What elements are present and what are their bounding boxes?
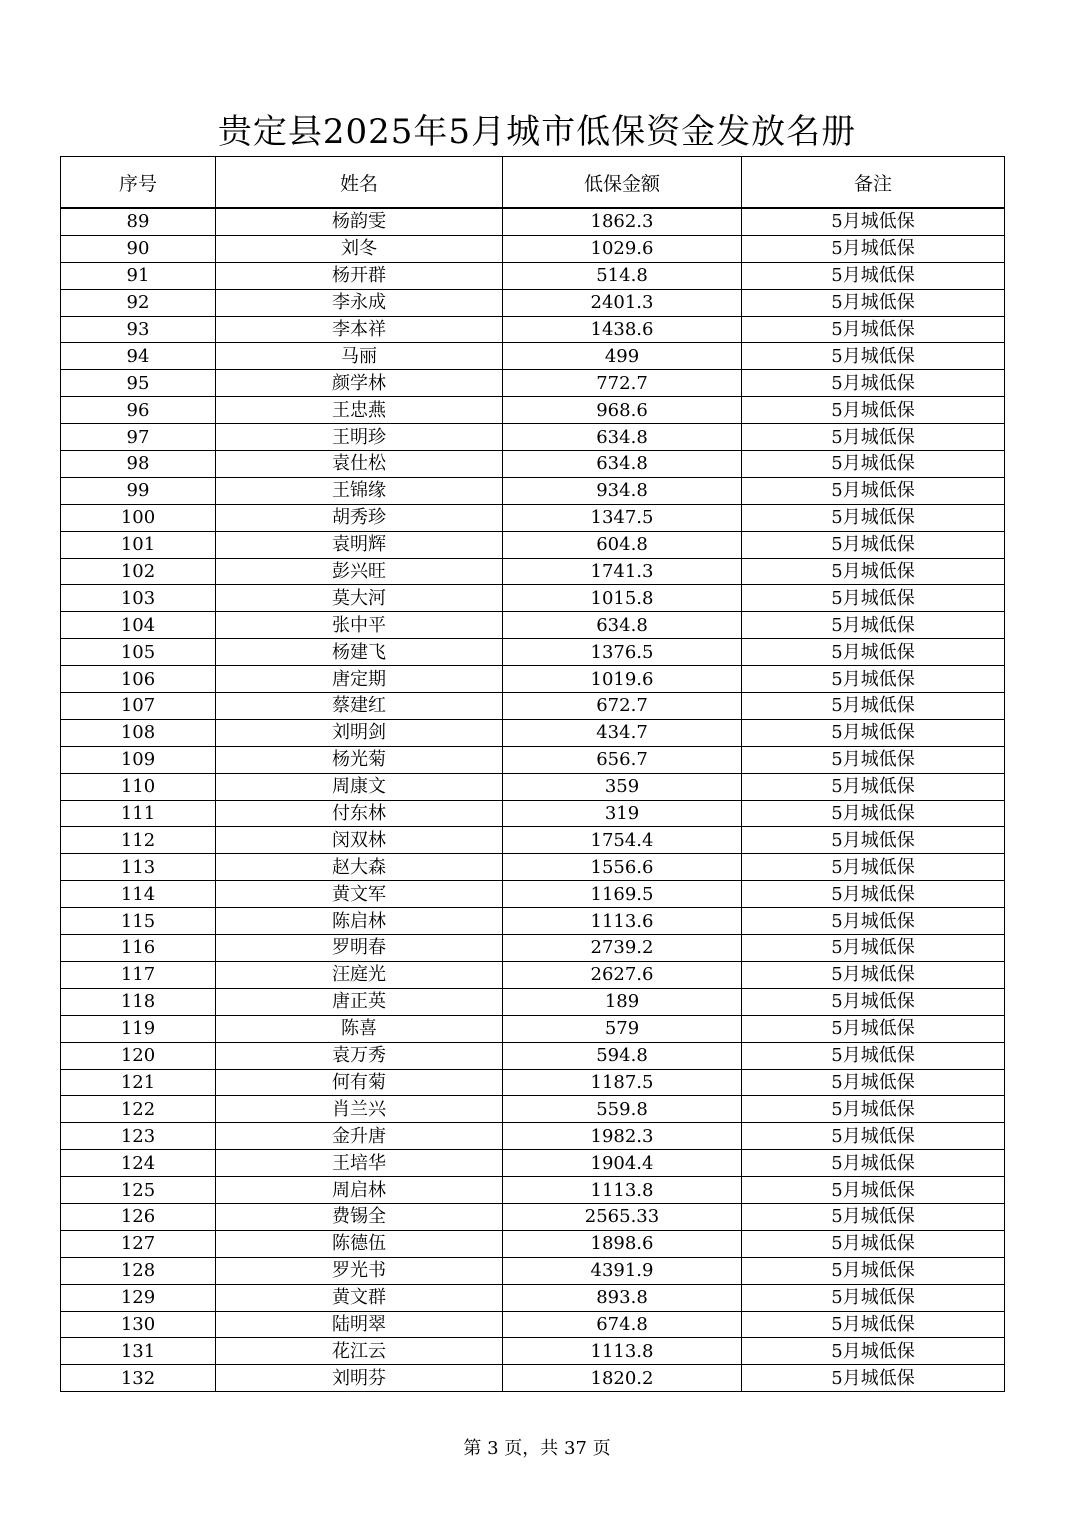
cell-amount: 1169.5 [503,881,742,908]
table-row [61,612,1005,639]
cell-name: 杨光菊 [216,746,503,773]
table-row [61,1338,1005,1365]
page-footer: 第 3 页，共 37 页 [463,1438,611,1459]
cell-seq: 107 [61,693,216,720]
table-row [61,289,1005,316]
table-row [61,208,1005,235]
cell-seq: 122 [61,1096,216,1123]
table-row [61,397,1005,424]
cell-amount: 559.8 [503,1096,742,1123]
table-row [61,1230,1005,1257]
cell-note: 5月城低保 [742,451,1005,478]
cell-name: 陆明翠 [216,1311,503,1338]
cell-amount: 579 [503,1015,742,1042]
cell-amount: 434.7 [503,719,742,746]
cell-name: 王培华 [216,1150,503,1177]
cell-amount: 672.7 [503,693,742,720]
cell-name: 罗光书 [216,1257,503,1284]
cell-seq: 106 [61,666,216,693]
cell-name: 彭兴旺 [216,558,503,585]
cell-seq: 117 [61,961,216,988]
cell-note: 5月城低保 [742,1069,1005,1096]
cell-amount: 893.8 [503,1284,742,1311]
cell-amount: 1376.5 [503,639,742,666]
cell-name: 罗明春 [216,935,503,962]
table-row [61,424,1005,451]
cell-note: 5月城低保 [742,235,1005,262]
table-row [61,881,1005,908]
cell-name: 蔡建红 [216,693,503,720]
header-note: 备注 [742,157,1005,209]
header-seq: 序号 [61,157,216,209]
table-row [61,558,1005,585]
cell-seq: 103 [61,585,216,612]
cell-seq: 99 [61,477,216,504]
cell-note: 5月城低保 [742,1338,1005,1365]
cell-note: 5月城低保 [742,1177,1005,1204]
table-row [61,477,1005,504]
table-row [61,1177,1005,1204]
cell-seq: 123 [61,1123,216,1150]
table-row [61,746,1005,773]
cell-note: 5月城低保 [742,289,1005,316]
cell-note: 5月城低保 [742,908,1005,935]
table-row [61,800,1005,827]
table-row [61,1365,1005,1392]
cell-amount: 1741.3 [503,558,742,585]
roster-table [60,156,1005,1392]
table-row [61,1150,1005,1177]
cell-amount: 1019.6 [503,666,742,693]
cell-amount: 1113.8 [503,1177,742,1204]
cell-amount: 1113.6 [503,908,742,935]
cell-note: 5月城低保 [742,1257,1005,1284]
cell-amount: 1029.6 [503,235,742,262]
cell-name: 刘明剑 [216,719,503,746]
table-row [61,1015,1005,1042]
table-row [61,854,1005,881]
table-row [61,451,1005,478]
table-header-row [61,157,1005,209]
cell-note: 5月城低保 [742,693,1005,720]
table-row [61,262,1005,289]
cell-name: 杨韵雯 [216,208,503,235]
cell-seq: 100 [61,504,216,531]
cell-amount: 1898.6 [503,1230,742,1257]
cell-note: 5月城低保 [742,881,1005,908]
cell-seq: 105 [61,639,216,666]
cell-seq: 110 [61,773,216,800]
cell-seq: 94 [61,343,216,370]
cell-name: 马丽 [216,343,503,370]
table-row [61,343,1005,370]
cell-amount: 674.8 [503,1311,742,1338]
cell-amount: 634.8 [503,612,742,639]
cell-note: 5月城低保 [742,854,1005,881]
table-row [61,1203,1005,1230]
cell-note: 5月城低保 [742,612,1005,639]
cell-name: 花江云 [216,1338,503,1365]
cell-note: 5月城低保 [742,719,1005,746]
cell-seq: 119 [61,1015,216,1042]
cell-note: 5月城低保 [742,477,1005,504]
cell-name: 唐正英 [216,988,503,1015]
cell-amount: 594.8 [503,1042,742,1069]
cell-name: 周启林 [216,1177,503,1204]
cell-amount: 1113.8 [503,1338,742,1365]
page-title: 贵定县2025年5月城市低保资金发放名册 [217,112,857,152]
cell-seq: 92 [61,289,216,316]
table-row [61,988,1005,1015]
cell-note: 5月城低保 [742,961,1005,988]
cell-name: 杨开群 [216,262,503,289]
cell-note: 5月城低保 [742,424,1005,451]
table-row [61,666,1005,693]
cell-name: 赵大森 [216,854,503,881]
cell-seq: 114 [61,881,216,908]
table-row [61,585,1005,612]
cell-seq: 93 [61,316,216,343]
cell-note: 5月城低保 [742,666,1005,693]
cell-name: 李永成 [216,289,503,316]
cell-seq: 132 [61,1365,216,1392]
cell-seq: 102 [61,558,216,585]
cell-amount: 1556.6 [503,854,742,881]
table-row [61,639,1005,666]
cell-seq: 104 [61,612,216,639]
cell-amount: 499 [503,343,742,370]
cell-seq: 128 [61,1257,216,1284]
cell-note: 5月城低保 [742,827,1005,854]
cell-seq: 124 [61,1150,216,1177]
cell-name: 付东林 [216,800,503,827]
cell-seq: 120 [61,1042,216,1069]
cell-amount: 634.8 [503,451,742,478]
cell-amount: 1982.3 [503,1123,742,1150]
cell-note: 5月城低保 [742,1284,1005,1311]
cell-name: 杨建飞 [216,639,503,666]
cell-note: 5月城低保 [742,1365,1005,1392]
cell-seq: 112 [61,827,216,854]
table-row [61,719,1005,746]
cell-amount: 319 [503,800,742,827]
table-row [61,504,1005,531]
cell-amount: 2627.6 [503,961,742,988]
cell-seq: 118 [61,988,216,1015]
cell-seq: 95 [61,370,216,397]
table-body [61,208,1005,1392]
cell-note: 5月城低保 [742,988,1005,1015]
cell-note: 5月城低保 [742,262,1005,289]
cell-amount: 4391.9 [503,1257,742,1284]
cell-seq: 90 [61,235,216,262]
cell-note: 5月城低保 [742,1230,1005,1257]
cell-amount: 1187.5 [503,1069,742,1096]
cell-name: 唐定期 [216,666,503,693]
cell-seq: 125 [61,1177,216,1204]
cell-seq: 96 [61,397,216,424]
table-row [61,935,1005,962]
table-row [61,1069,1005,1096]
cell-amount: 2401.3 [503,289,742,316]
cell-name: 袁明辉 [216,531,503,558]
table-row [61,1096,1005,1123]
cell-name: 周康文 [216,773,503,800]
cell-note: 5月城低保 [742,397,1005,424]
cell-name: 王锦缘 [216,477,503,504]
table-row [61,531,1005,558]
table-row [61,1257,1005,1284]
table-row [61,1123,1005,1150]
cell-name: 黄文群 [216,1284,503,1311]
cell-note: 5月城低保 [742,746,1005,773]
cell-amount: 1347.5 [503,504,742,531]
header-amount: 低保金额 [503,157,742,209]
cell-amount: 634.8 [503,424,742,451]
cell-amount: 359 [503,773,742,800]
cell-seq: 97 [61,424,216,451]
header-name: 姓名 [216,157,503,209]
cell-amount: 514.8 [503,262,742,289]
table-row [61,1042,1005,1069]
cell-note: 5月城低保 [742,1123,1005,1150]
cell-name: 黄文军 [216,881,503,908]
cell-name: 金升唐 [216,1123,503,1150]
cell-note: 5月城低保 [742,208,1005,235]
cell-note: 5月城低保 [742,1096,1005,1123]
cell-seq: 109 [61,746,216,773]
cell-seq: 113 [61,854,216,881]
cell-seq: 98 [61,451,216,478]
cell-note: 5月城低保 [742,343,1005,370]
cell-seq: 127 [61,1230,216,1257]
cell-note: 5月城低保 [742,1150,1005,1177]
cell-name: 刘明芬 [216,1365,503,1392]
cell-seq: 111 [61,800,216,827]
cell-amount: 656.7 [503,746,742,773]
cell-name: 刘冬 [216,235,503,262]
table-row [61,316,1005,343]
cell-amount: 1438.6 [503,316,742,343]
cell-seq: 108 [61,719,216,746]
cell-note: 5月城低保 [742,504,1005,531]
cell-seq: 116 [61,935,216,962]
cell-seq: 121 [61,1069,216,1096]
cell-amount: 1904.4 [503,1150,742,1177]
cell-seq: 115 [61,908,216,935]
cell-amount: 1754.4 [503,827,742,854]
cell-name: 张中平 [216,612,503,639]
cell-note: 5月城低保 [742,531,1005,558]
cell-seq: 131 [61,1338,216,1365]
cell-note: 5月城低保 [742,1015,1005,1042]
cell-name: 费锡全 [216,1203,503,1230]
cell-name: 闵双林 [216,827,503,854]
cell-amount: 1862.3 [503,208,742,235]
cell-note: 5月城低保 [742,639,1005,666]
cell-name: 汪庭光 [216,961,503,988]
table-row [61,370,1005,397]
cell-note: 5月城低保 [742,1042,1005,1069]
cell-seq: 129 [61,1284,216,1311]
cell-name: 颜学林 [216,370,503,397]
cell-note: 5月城低保 [742,935,1005,962]
cell-name: 袁万秀 [216,1042,503,1069]
cell-name: 王忠燕 [216,397,503,424]
cell-note: 5月城低保 [742,800,1005,827]
cell-amount: 968.6 [503,397,742,424]
cell-name: 李本祥 [216,316,503,343]
cell-name: 何有菊 [216,1069,503,1096]
table-row [61,908,1005,935]
cell-amount: 189 [503,988,742,1015]
cell-amount: 772.7 [503,370,742,397]
cell-note: 5月城低保 [742,316,1005,343]
cell-amount: 604.8 [503,531,742,558]
table-row [61,693,1005,720]
cell-note: 5月城低保 [742,1311,1005,1338]
cell-note: 5月城低保 [742,1203,1005,1230]
table-row [61,773,1005,800]
cell-name: 陈喜 [216,1015,503,1042]
cell-name: 陈启林 [216,908,503,935]
cell-amount: 1015.8 [503,585,742,612]
cell-seq: 91 [61,262,216,289]
cell-amount: 2739.2 [503,935,742,962]
cell-note: 5月城低保 [742,558,1005,585]
cell-name: 胡秀珍 [216,504,503,531]
cell-name: 袁仕松 [216,451,503,478]
cell-seq: 101 [61,531,216,558]
table-row [61,1311,1005,1338]
table-row [61,235,1005,262]
cell-seq: 126 [61,1203,216,1230]
cell-name: 陈德伍 [216,1230,503,1257]
cell-amount: 1820.2 [503,1365,742,1392]
cell-name: 莫大河 [216,585,503,612]
cell-note: 5月城低保 [742,370,1005,397]
cell-seq: 130 [61,1311,216,1338]
table-row [61,961,1005,988]
cell-name: 肖兰兴 [216,1096,503,1123]
cell-name: 王明珍 [216,424,503,451]
cell-note: 5月城低保 [742,585,1005,612]
cell-amount: 934.8 [503,477,742,504]
table-row [61,1284,1005,1311]
cell-amount: 2565.33 [503,1203,742,1230]
cell-seq: 89 [61,208,216,235]
cell-note: 5月城低保 [742,773,1005,800]
table-row [61,827,1005,854]
